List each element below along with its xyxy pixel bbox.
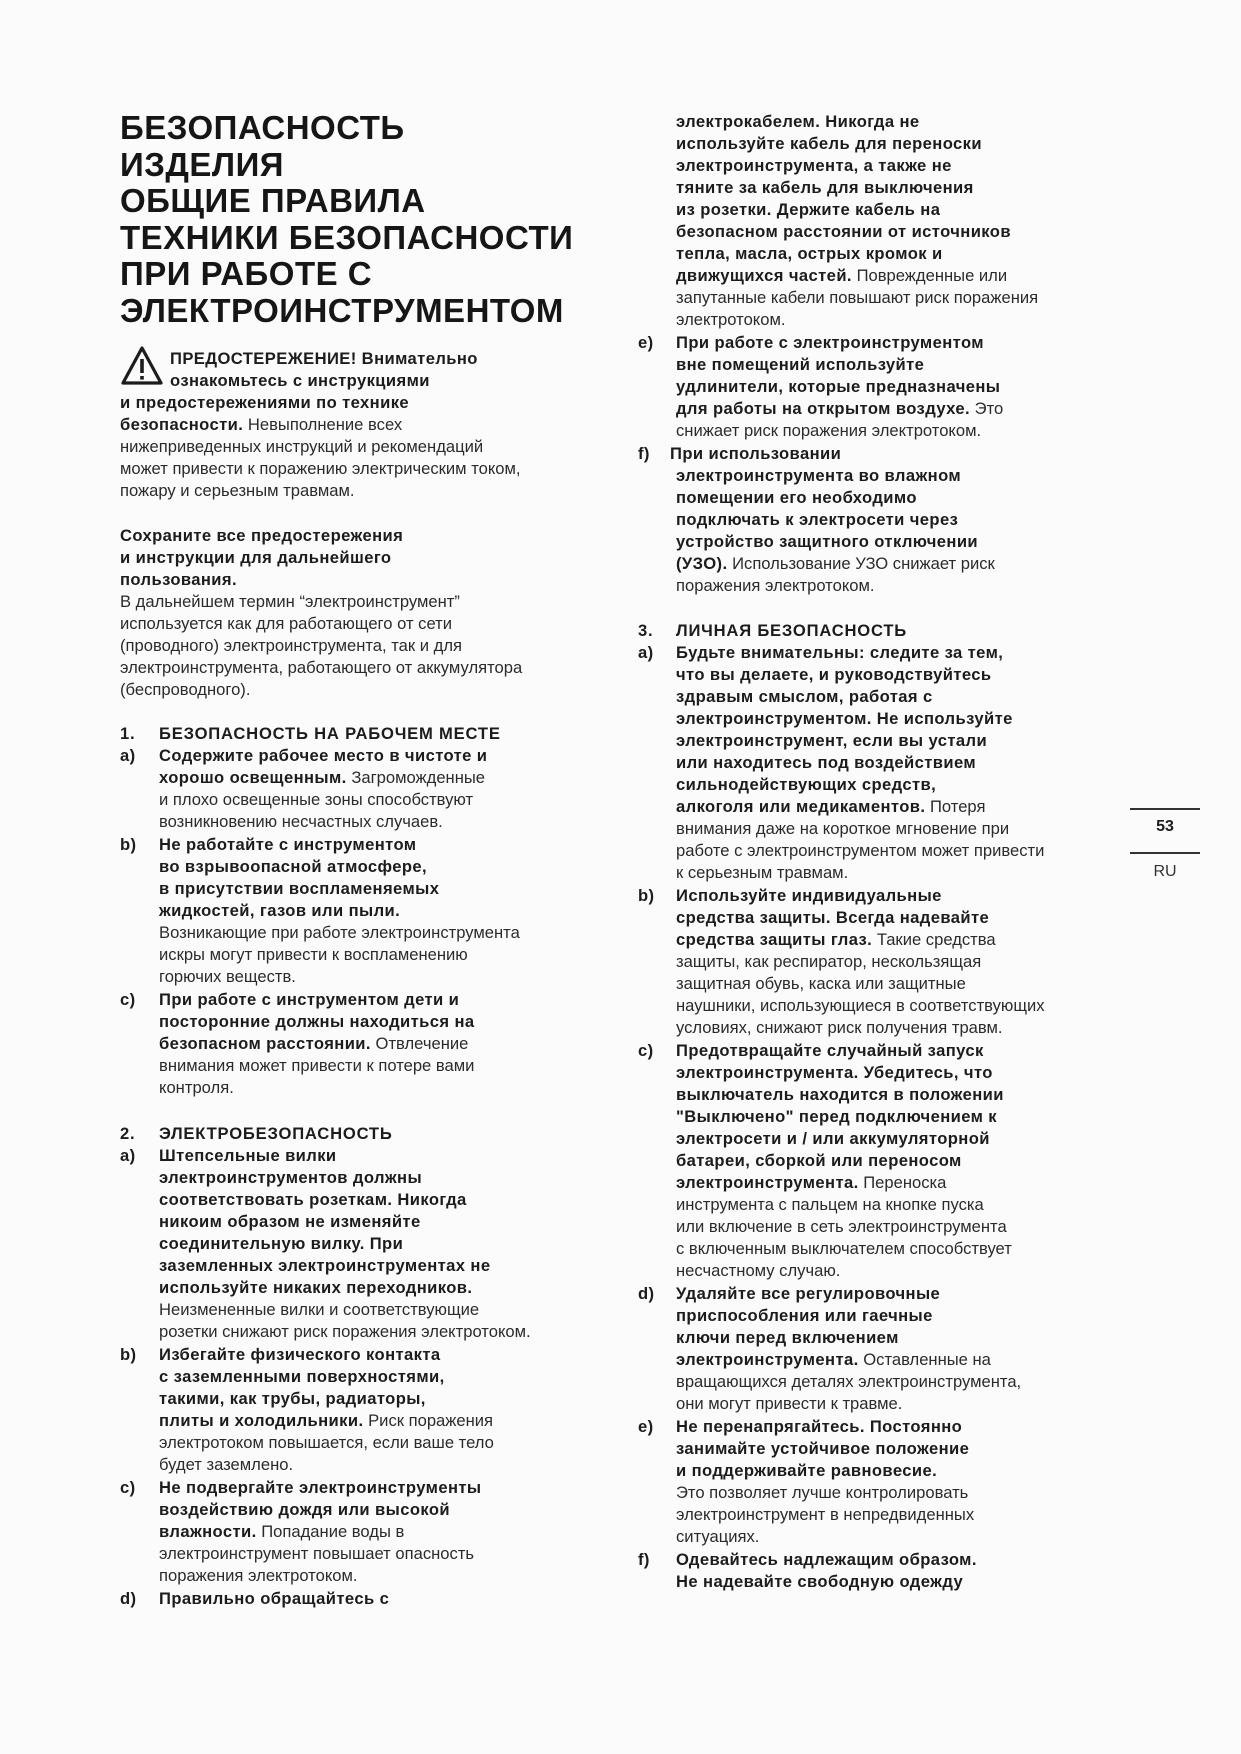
language-code: RU: [1153, 863, 1177, 880]
warning-triangle-icon: [120, 345, 164, 387]
section-3-title: ЛИЧНАЯ БЕЗОПАСНОСТЬ: [676, 621, 908, 640]
section-1-number: 1.: [120, 724, 136, 743]
page-title: БЕЗОПАСНОСТЬ ИЗДЕЛИЯ ОБЩИЕ ПРАВИЛА ТЕХНИКИ БЕЗОПАСНОСТИ ПРИ РАБОТЕ С ЭЛЕКТРОИНСТРУМЕНТОМ: [120, 109, 574, 329]
section-3-number: 3.: [638, 621, 654, 640]
section-2-number: 2.: [120, 1124, 136, 1143]
page-number: 53: [1156, 818, 1174, 835]
section-2-title: ЭЛЕКТРОБЕЗОПАСНОСТЬ: [159, 1124, 393, 1143]
section-1-title: БЕЗОПАСНОСТЬ НА РАБОЧЕМ МЕСТЕ: [159, 724, 501, 743]
page-number-rule-bottom: [1130, 852, 1200, 854]
page-number-rule-top: [1130, 808, 1200, 810]
